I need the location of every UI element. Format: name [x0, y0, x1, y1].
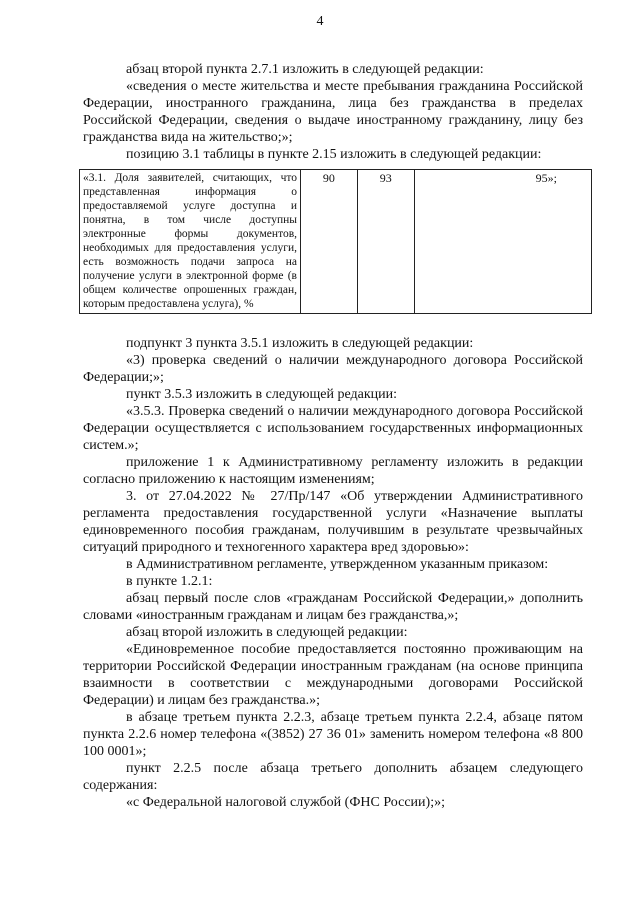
table-cell-value: 90 [301, 170, 358, 314]
paragraph: приложение 1 к Административному регламенту изложить в редакции согласно приложению к настоящим изменениям; [83, 455, 583, 487]
paragraph: «Единовременное пособие предоставляется постоянно проживающим на территории Российской Федерации иностранным гражданам (на основе принципа взаимности в соответствии с международными договорами Российской Федерации) и лицам без гражданства.»; [83, 642, 583, 708]
paragraph: «3) проверка сведений о наличии международного договора Российской Федерации;»; [83, 353, 583, 385]
paragraph: в пункте 1.2.1: [126, 574, 213, 589]
paragraph: абзац первый после слов «гражданам Российской Федерации,» дополнить словами «иностранным гражданам и лицам без гражданства,»; [83, 591, 583, 623]
table-cell-value: 93 [357, 170, 414, 314]
indicator-table [79, 169, 592, 314]
paragraph: подпункт 3 пункта 3.5.1 изложить в следующей редакции: [126, 336, 474, 351]
paragraph: в абзаце третьем пункта 2.2.3, абзаце третьем пункта 2.2.4, абзаце пятом пункта 2.2.6 номер телефона «(3852) 27 36 01» заменить номером телефона «8 800 100 0001»; [83, 710, 583, 759]
paragraph: пункт 3.5.3 изложить в следующей редакции: [126, 387, 397, 402]
paragraph: «3.5.3. Проверка сведений о наличии международного договора Российской Федерации осуществляется с использованием государственных информационных систем.»; [83, 404, 583, 453]
paragraph: позицию 3.1 таблицы в пункте 2.15 изложить в следующей редакции: [126, 147, 542, 162]
table-cell-description: «3.1. Доля заявителей, считающих, что представленная информация о предоставляемой услуге доступна и понятна, в том числе доступны электронные формы документов, необходимых для предоставления услуги, есть возможность подачи запроса на получение услуги в электронной форме (в общем количестве опрошенных граждан, которым предоставлена услуга), % [80, 170, 301, 314]
page-number: 4 [316, 14, 324, 29]
table-row [80, 170, 592, 314]
paragraph: 3. от 27.04.2022 № 27/Пр/147 «Об утверждении Административного регламента предоставления государственной услуги «Назначение выплаты единовременного пособия гражданам, получившим в результате чрезвычайных ситуаций природного и техногенного характера вред здоровью»: [83, 489, 583, 555]
paragraph: «с Федеральной налоговой службой (ФНС России);»; [126, 795, 445, 810]
paragraph: абзац второй пункта 2.7.1 изложить в следующей редакции: [126, 62, 484, 77]
document-body [83, 61, 583, 811]
paragraph: абзац второй изложить в следующей редакции: [126, 625, 408, 640]
table-cell-value: 95»; [414, 170, 591, 314]
paragraph: пункт 2.2.5 после абзаца третьего дополнить абзацем следующего содержания: [83, 761, 583, 793]
paragraph: в Административном регламенте, утвержденном указанным приказом: [126, 557, 549, 572]
paragraph: «сведения о месте жительства и месте пребывания гражданина Российской Федерации, иностранного гражданина, лица без гражданства в пределах Российской Федерации, сведения о выдаче иностранному гражданину, лицу без гражданства вида на жительство;»; [83, 79, 583, 145]
